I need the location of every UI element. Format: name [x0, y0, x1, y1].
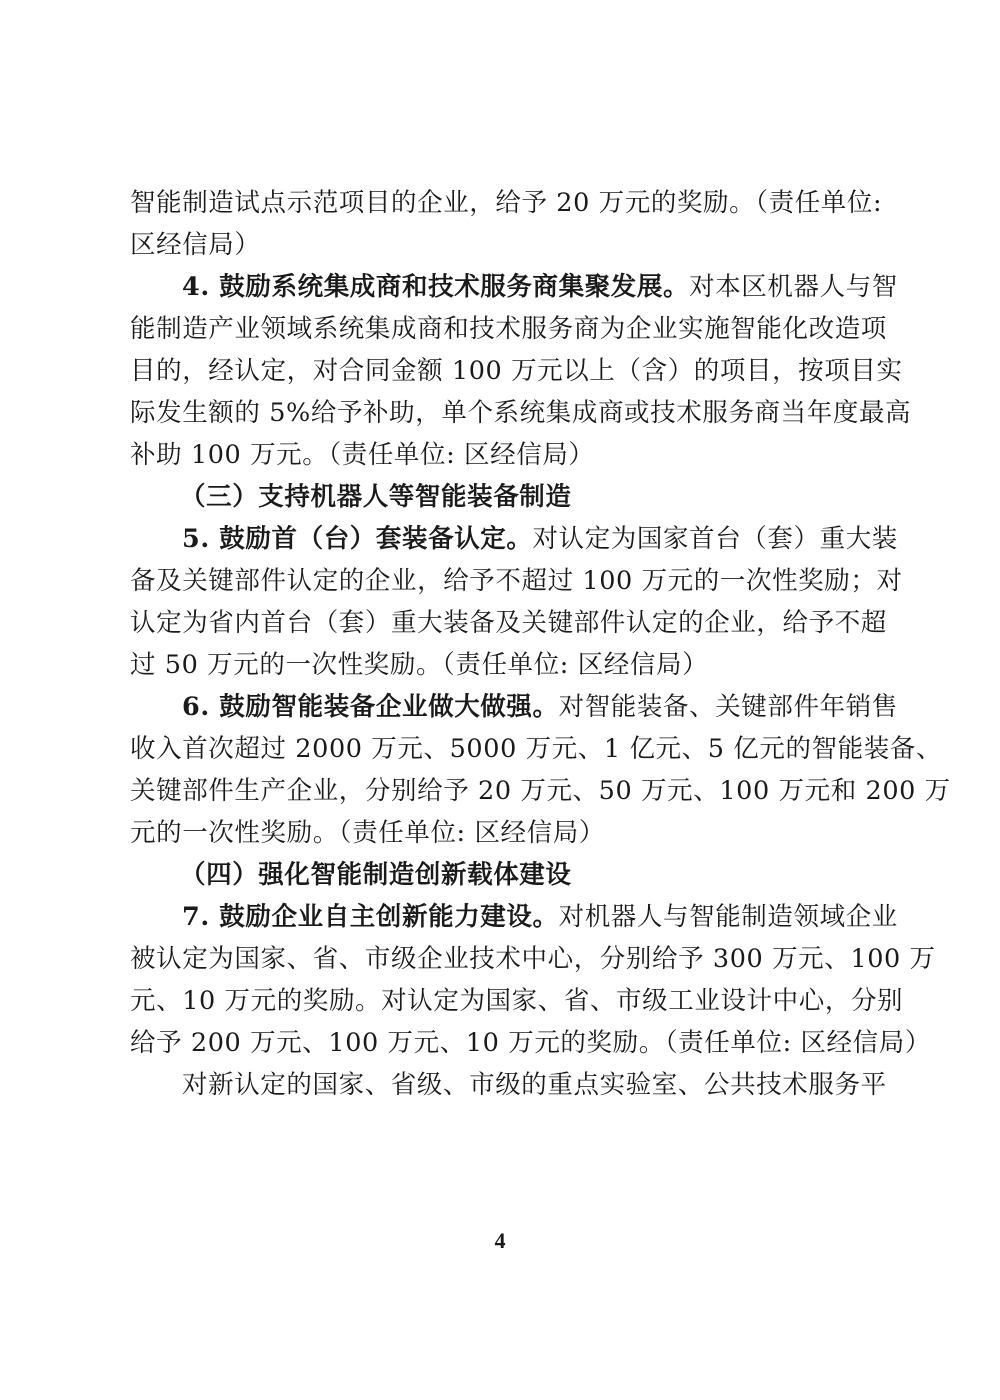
item-title: 7. 鼓励企业自主创新能力建设。	[182, 902, 559, 932]
paragraph-line: 收入首次超过 2000 万元、5000 万元、1 亿元、5 亿元的智能装备、	[130, 734, 943, 764]
item-title: 6. 鼓励智能装备企业做大做强。	[182, 692, 559, 722]
paragraph-line: 元、10 万元的奖励。对认定为国家、省、市级工业设计中心，分别	[130, 986, 904, 1016]
item-6-line	[130, 686, 898, 728]
item-text: 对智能装备、关键部件年销售	[558, 692, 898, 722]
paragraph-line: 智能制造试点示范项目的企业，给予 20 万元的奖励。（责任单位:	[130, 188, 883, 218]
item-5-line	[130, 518, 898, 560]
paragraph-line: 备及关键部件认定的企业，给予不超过 100 万元的一次性奖励；对	[130, 566, 903, 596]
page-number: 4	[494, 1228, 506, 1253]
item-7-line	[130, 896, 898, 938]
paragraph-line: 补助 100 万元。（责任单位: 区经信局）	[130, 440, 595, 470]
paragraph-line: 过 50 万元的一次性奖励。（责任单位: 区经信局）	[130, 650, 709, 680]
paragraph-line: 目的，经认定，对合同金额 100 万元以上（含）的项目，按项目实	[130, 356, 903, 386]
paragraph-line: 区经信局）	[130, 230, 261, 260]
item-text: 对机器人与智能制造领域企业	[558, 902, 898, 932]
section-heading-4: （四）强化智能制造创新载体建设	[180, 860, 572, 890]
item-text: 对认定为国家首台（套）重大装	[532, 524, 898, 554]
paragraph-line: 元的一次性奖励。（责任单位: 区经信局）	[130, 818, 605, 848]
item-title: 4. 鼓励系统集成商和技术服务商集聚发展。	[182, 272, 690, 302]
paragraph-line: 被认定为国家、省、市级企业技术中心，分别给予 300 万元、100 万	[130, 944, 936, 974]
paragraph-line: 认定为省内首台（套）重大装备及关键部件认定的企业，给予不超	[130, 608, 887, 638]
document-body	[130, 182, 951, 1106]
paragraph-line: 对新认定的国家、省级、市级的重点实验室、公共技术服务平	[182, 1070, 887, 1100]
section-heading-3: （三）支持机器人等智能装备制造	[180, 482, 572, 512]
item-4-line	[130, 266, 898, 308]
paragraph-line: 关键部件生产企业，分别给予 20 万元、50 万元、100 万元和 200 万	[130, 776, 951, 806]
paragraph-line: 给予 200 万元、100 万元、10 万元的奖励。（责任单位: 区经信局）	[130, 1028, 931, 1058]
paragraph-line: 能制造产业领域系统集成商和技术服务商为企业实施智能化改造项	[130, 314, 887, 344]
item-text: 对本区机器人与智	[689, 272, 898, 302]
item-title: 5. 鼓励首（台）套装备认定。	[182, 524, 533, 554]
paragraph-line: 际发生额的 5%给予补助，单个系统集成商或技术服务商当年度最高	[130, 398, 912, 428]
